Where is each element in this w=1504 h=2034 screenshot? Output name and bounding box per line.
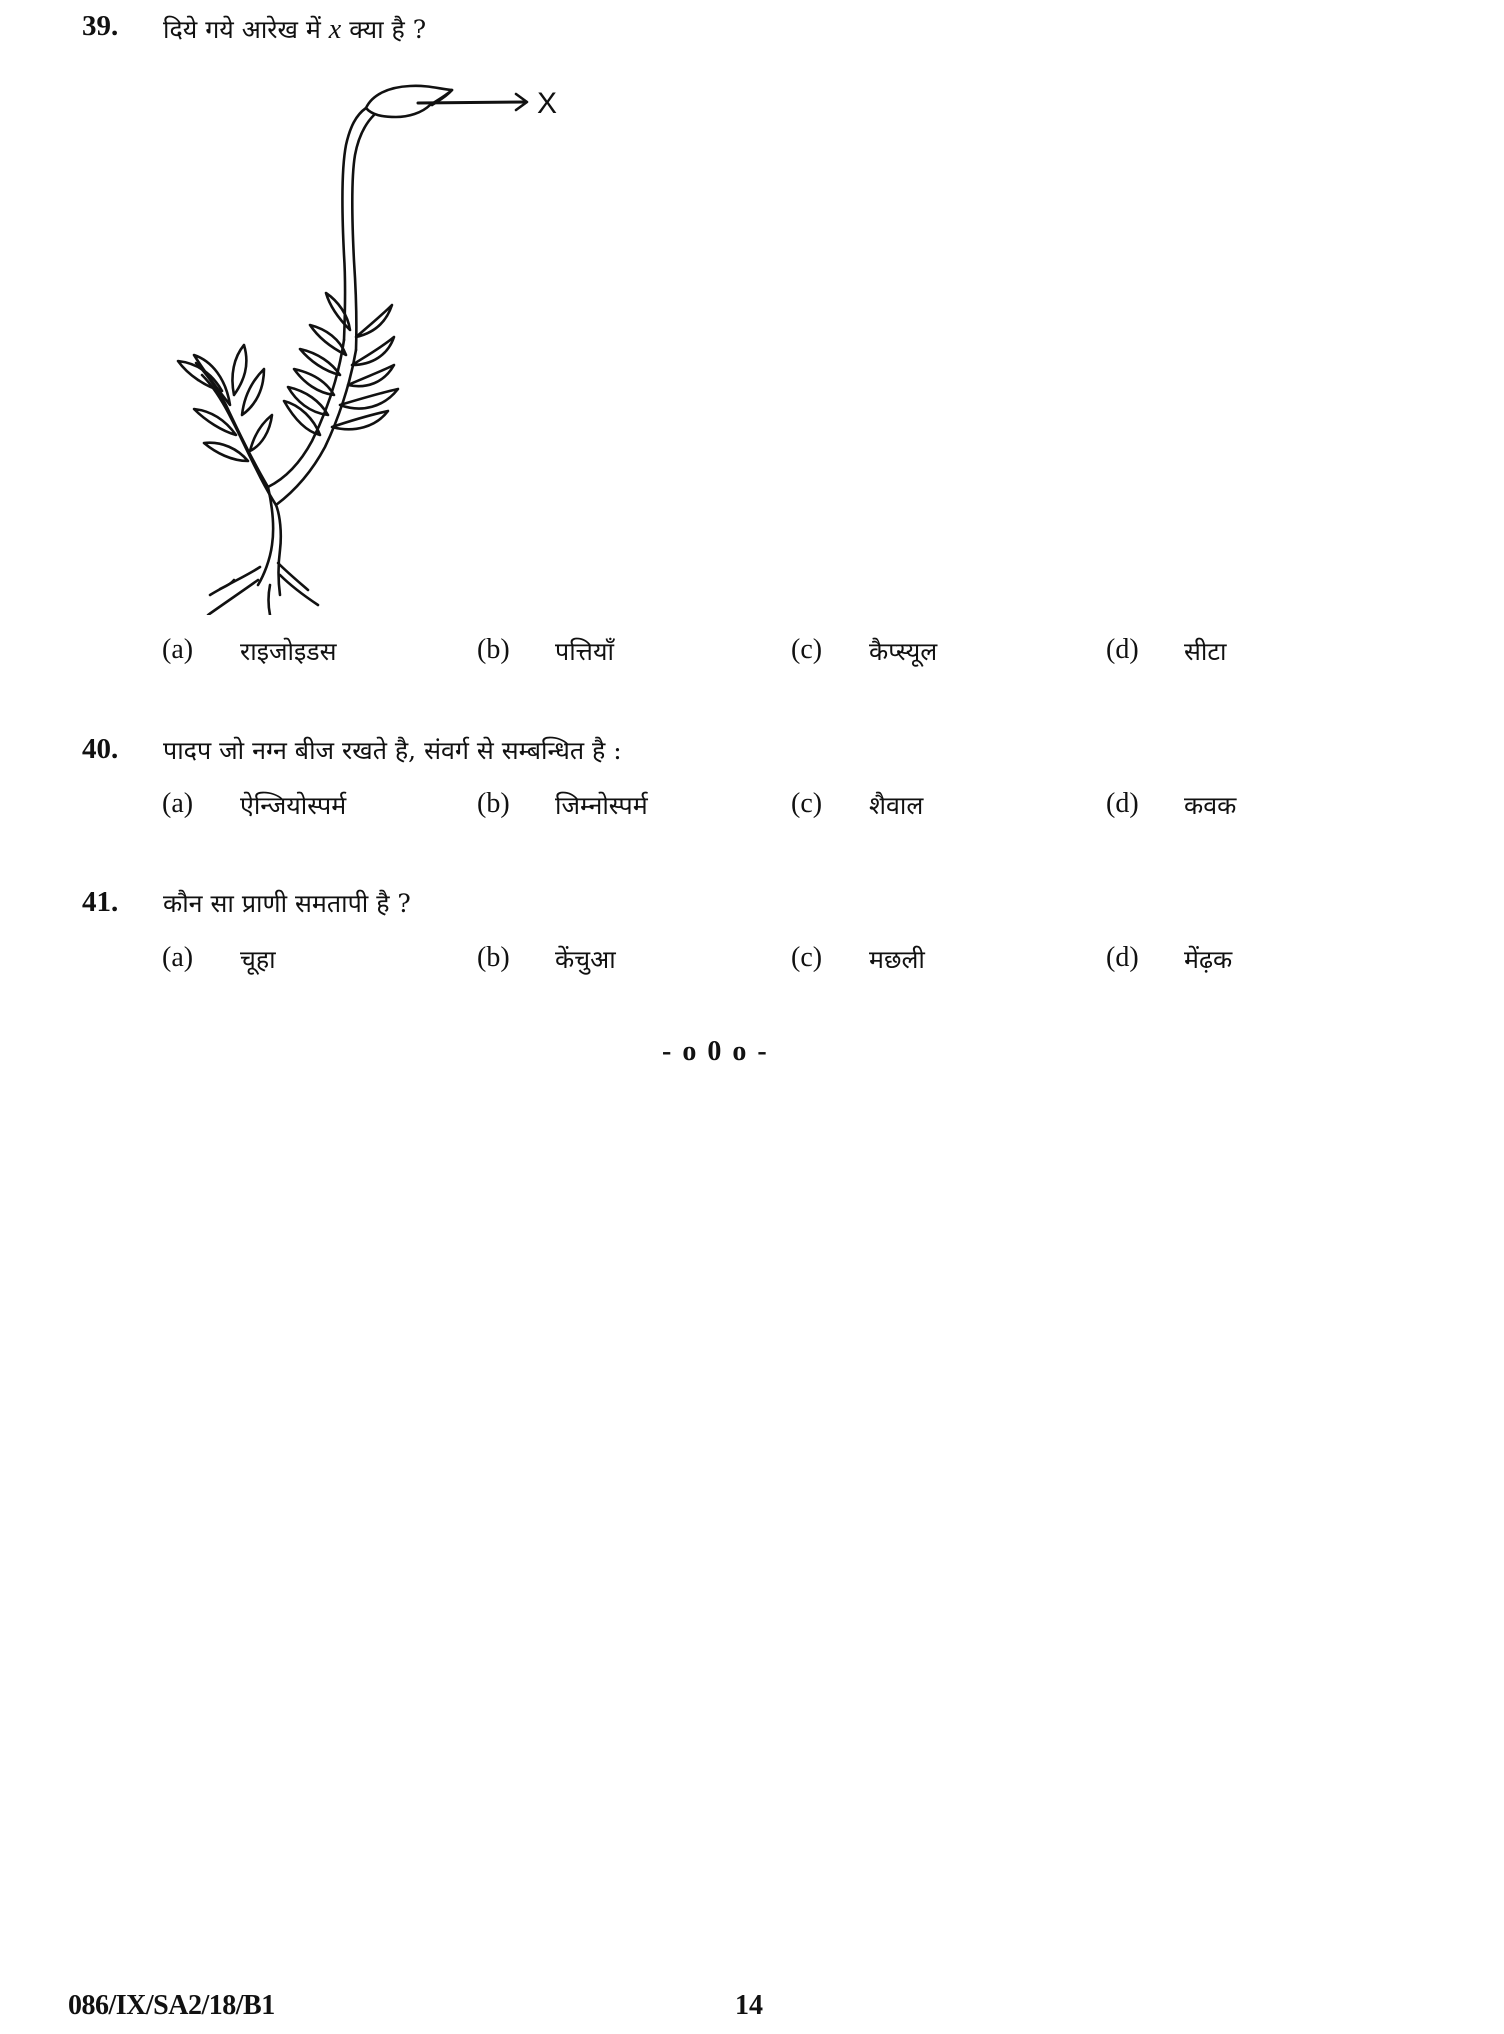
question-text-39-before: दिये गये आरेख में xyxy=(163,15,321,44)
q39-option-c-label: (c) xyxy=(791,634,823,665)
end-of-paper-marker: - o 0 o - xyxy=(662,1036,769,1067)
question-text-39-after: क्या है ? xyxy=(349,15,427,44)
paper-code: 086/IX/SA2/18/B1 xyxy=(68,1990,275,2021)
q41-option-b-text: केंचुआ xyxy=(555,945,616,974)
q41-option-d-text: मेंढ़क xyxy=(1184,945,1233,974)
q39-option-a-label: (a) xyxy=(162,634,194,665)
q41-option-a-text: चूहा xyxy=(240,945,276,974)
variable-x: x xyxy=(328,14,342,45)
q39-option-c-text: कैप्स्यूल xyxy=(869,637,938,666)
q40-option-c-label: (c) xyxy=(791,788,823,819)
question-text-40: पादप जो नग्न बीज रखते है, संवर्ग से सम्बन्धित है : xyxy=(163,736,622,765)
q41-option-b-label: (b) xyxy=(477,942,510,973)
q39-option-a-text: राइजोइडस xyxy=(240,637,337,666)
question-text-41: कौन सा प्राणी समतापी है ? xyxy=(163,889,411,918)
q40-option-a-text: ऐन्जियोस्पर्म xyxy=(240,791,347,820)
q40-option-c-text: शैवाल xyxy=(869,791,924,820)
q39-option-b-label: (b) xyxy=(477,634,510,665)
q39-option-d-label: (d) xyxy=(1106,634,1139,665)
question-number-40: 40. xyxy=(82,733,119,765)
q41-option-c-label: (c) xyxy=(791,942,823,973)
question-text-39 xyxy=(163,12,426,46)
q40-option-d-label: (d) xyxy=(1106,788,1139,819)
question-number-39: 39. xyxy=(82,10,119,42)
q39-option-d-text: सीटा xyxy=(1184,637,1227,666)
q40-option-b-label: (b) xyxy=(477,788,510,819)
q41-option-a-label: (a) xyxy=(162,942,194,973)
moss-plant-diagram xyxy=(160,75,580,615)
page-number: 14 xyxy=(735,1990,763,2021)
diagram-label-x: X xyxy=(537,87,558,120)
q40-option-a-label: (a) xyxy=(162,788,194,819)
q40-option-b-text: जिम्नोस्पर्म xyxy=(555,791,648,820)
q41-option-c-text: मछली xyxy=(869,945,925,974)
q41-option-d-label: (d) xyxy=(1106,942,1139,973)
q40-option-d-text: कवक xyxy=(1184,791,1237,820)
q39-option-b-text: पत्तियाँ xyxy=(555,637,614,666)
question-number-41: 41. xyxy=(82,886,119,918)
